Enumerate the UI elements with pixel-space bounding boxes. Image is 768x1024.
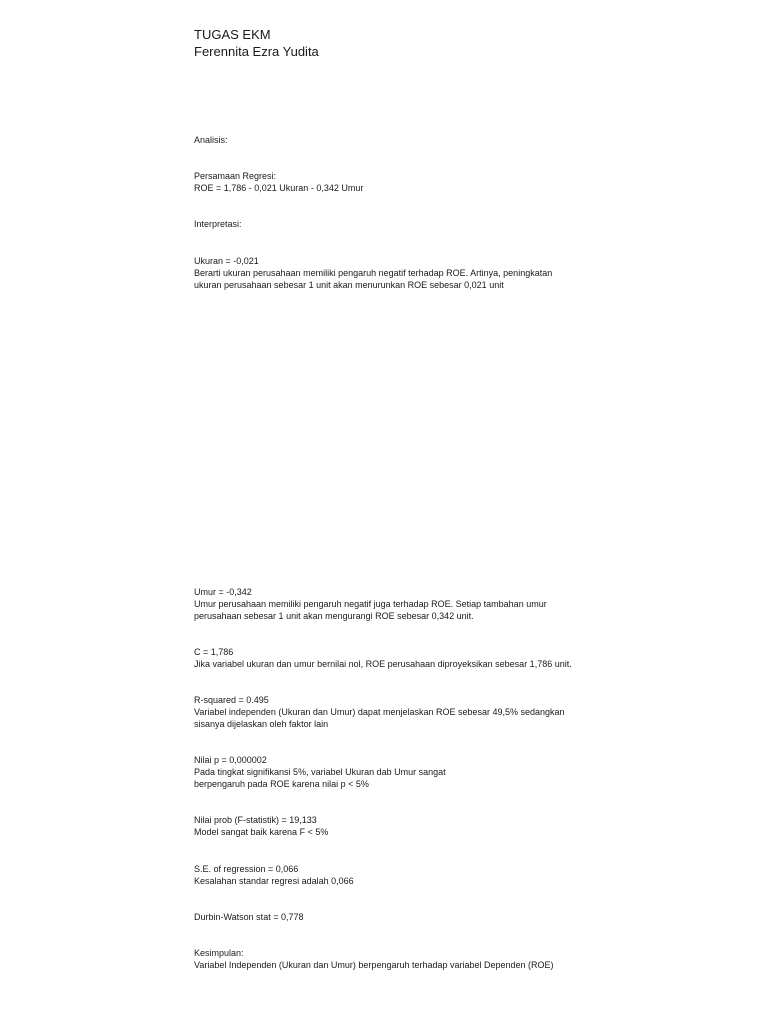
- constant-line-1: Jika variabel ukuran dan umur bernilai nol, ROE perusahaan diproyeksikan sebesar 1,786 unit.: [194, 659, 572, 669]
- ukuran-line-2: ukuran perusahaan sebesar 1 unit akan menurunkan ROE sebesar 0,021 unit: [194, 280, 504, 290]
- ukuran-section: [194, 255, 552, 291]
- fstat-line-1: Model sangat baik karena F < 5%: [194, 827, 329, 837]
- fstat-value: Nilai prob (F-statistik) = 19,133: [194, 815, 317, 825]
- pvalue-value: Nilai p = 0,000002: [194, 755, 267, 765]
- conclusion-heading: Kesimpulan:: [194, 948, 244, 958]
- rsquared-line-2: sisanya dijelaskan oleh faktor lain: [194, 719, 329, 729]
- umur-line-2: perusahaan sebesar 1 unit akan mengurangi ROE sebesar 0,342 unit.: [194, 611, 474, 621]
- interpretation-label: [194, 218, 242, 230]
- fstat-section: [194, 814, 328, 838]
- rsquared-line-1: Variabel independen (Ukuran dan Umur) dapat menjelaskan ROE sebesar 49,5% sedangkan: [194, 707, 565, 717]
- analysis-label: [194, 134, 228, 146]
- regression-equation: ROE = 1,786 - 0,021 Ukuran - 0,342 Umur: [194, 183, 364, 193]
- conclusion-line-1: Variabel Independen (Ukuran dan Umur) berpengaruh terhadap variabel Dependen (ROE): [194, 960, 554, 970]
- dw-section: [194, 911, 303, 923]
- regression-section: [194, 170, 363, 194]
- interpretation-label-text: Interpretasi:: [194, 219, 242, 229]
- pvalue-section: [194, 754, 446, 790]
- ukuran-value: Ukuran = -0,021: [194, 256, 259, 266]
- se-section: [194, 863, 354, 887]
- se-line-1: Kesalahan standar regresi adalah 0,066: [194, 876, 354, 886]
- se-value: S.E. of regression = 0,066: [194, 864, 299, 874]
- ukuran-line-1: Berarti ukuran perusahaan memiliki pengaruh negatif terhadap ROE. Artinya, peningkatan: [194, 268, 553, 278]
- rsquared-section: [194, 694, 565, 730]
- umur-value: Umur = -0,342: [194, 587, 252, 597]
- umur-section: [194, 586, 547, 622]
- conclusion-section: [194, 947, 554, 971]
- rsquared-value: R-squared = 0.495: [194, 695, 269, 705]
- document-title: TUGAS EKM: [194, 27, 271, 42]
- umur-line-1: Umur perusahaan memiliki pengaruh negatif juga terhadap ROE. Setiap tambahan umur: [194, 599, 547, 609]
- analysis-label-text: Analisis:: [194, 135, 228, 145]
- pvalue-line-2: berpengaruh pada ROE karena nilai p < 5%: [194, 779, 369, 789]
- pvalue-line-1: Pada tingkat signifikansi 5%, variabel Ukuran dab Umur sangat: [194, 767, 446, 777]
- regression-heading: Persamaan Regresi:: [194, 171, 277, 181]
- constant-section: [194, 646, 572, 670]
- dw-value: Durbin-Watson stat = 0,778: [194, 912, 304, 922]
- constant-value: C = 1,786: [194, 647, 234, 657]
- author-name: Ferennita Ezra Yudita: [194, 44, 319, 59]
